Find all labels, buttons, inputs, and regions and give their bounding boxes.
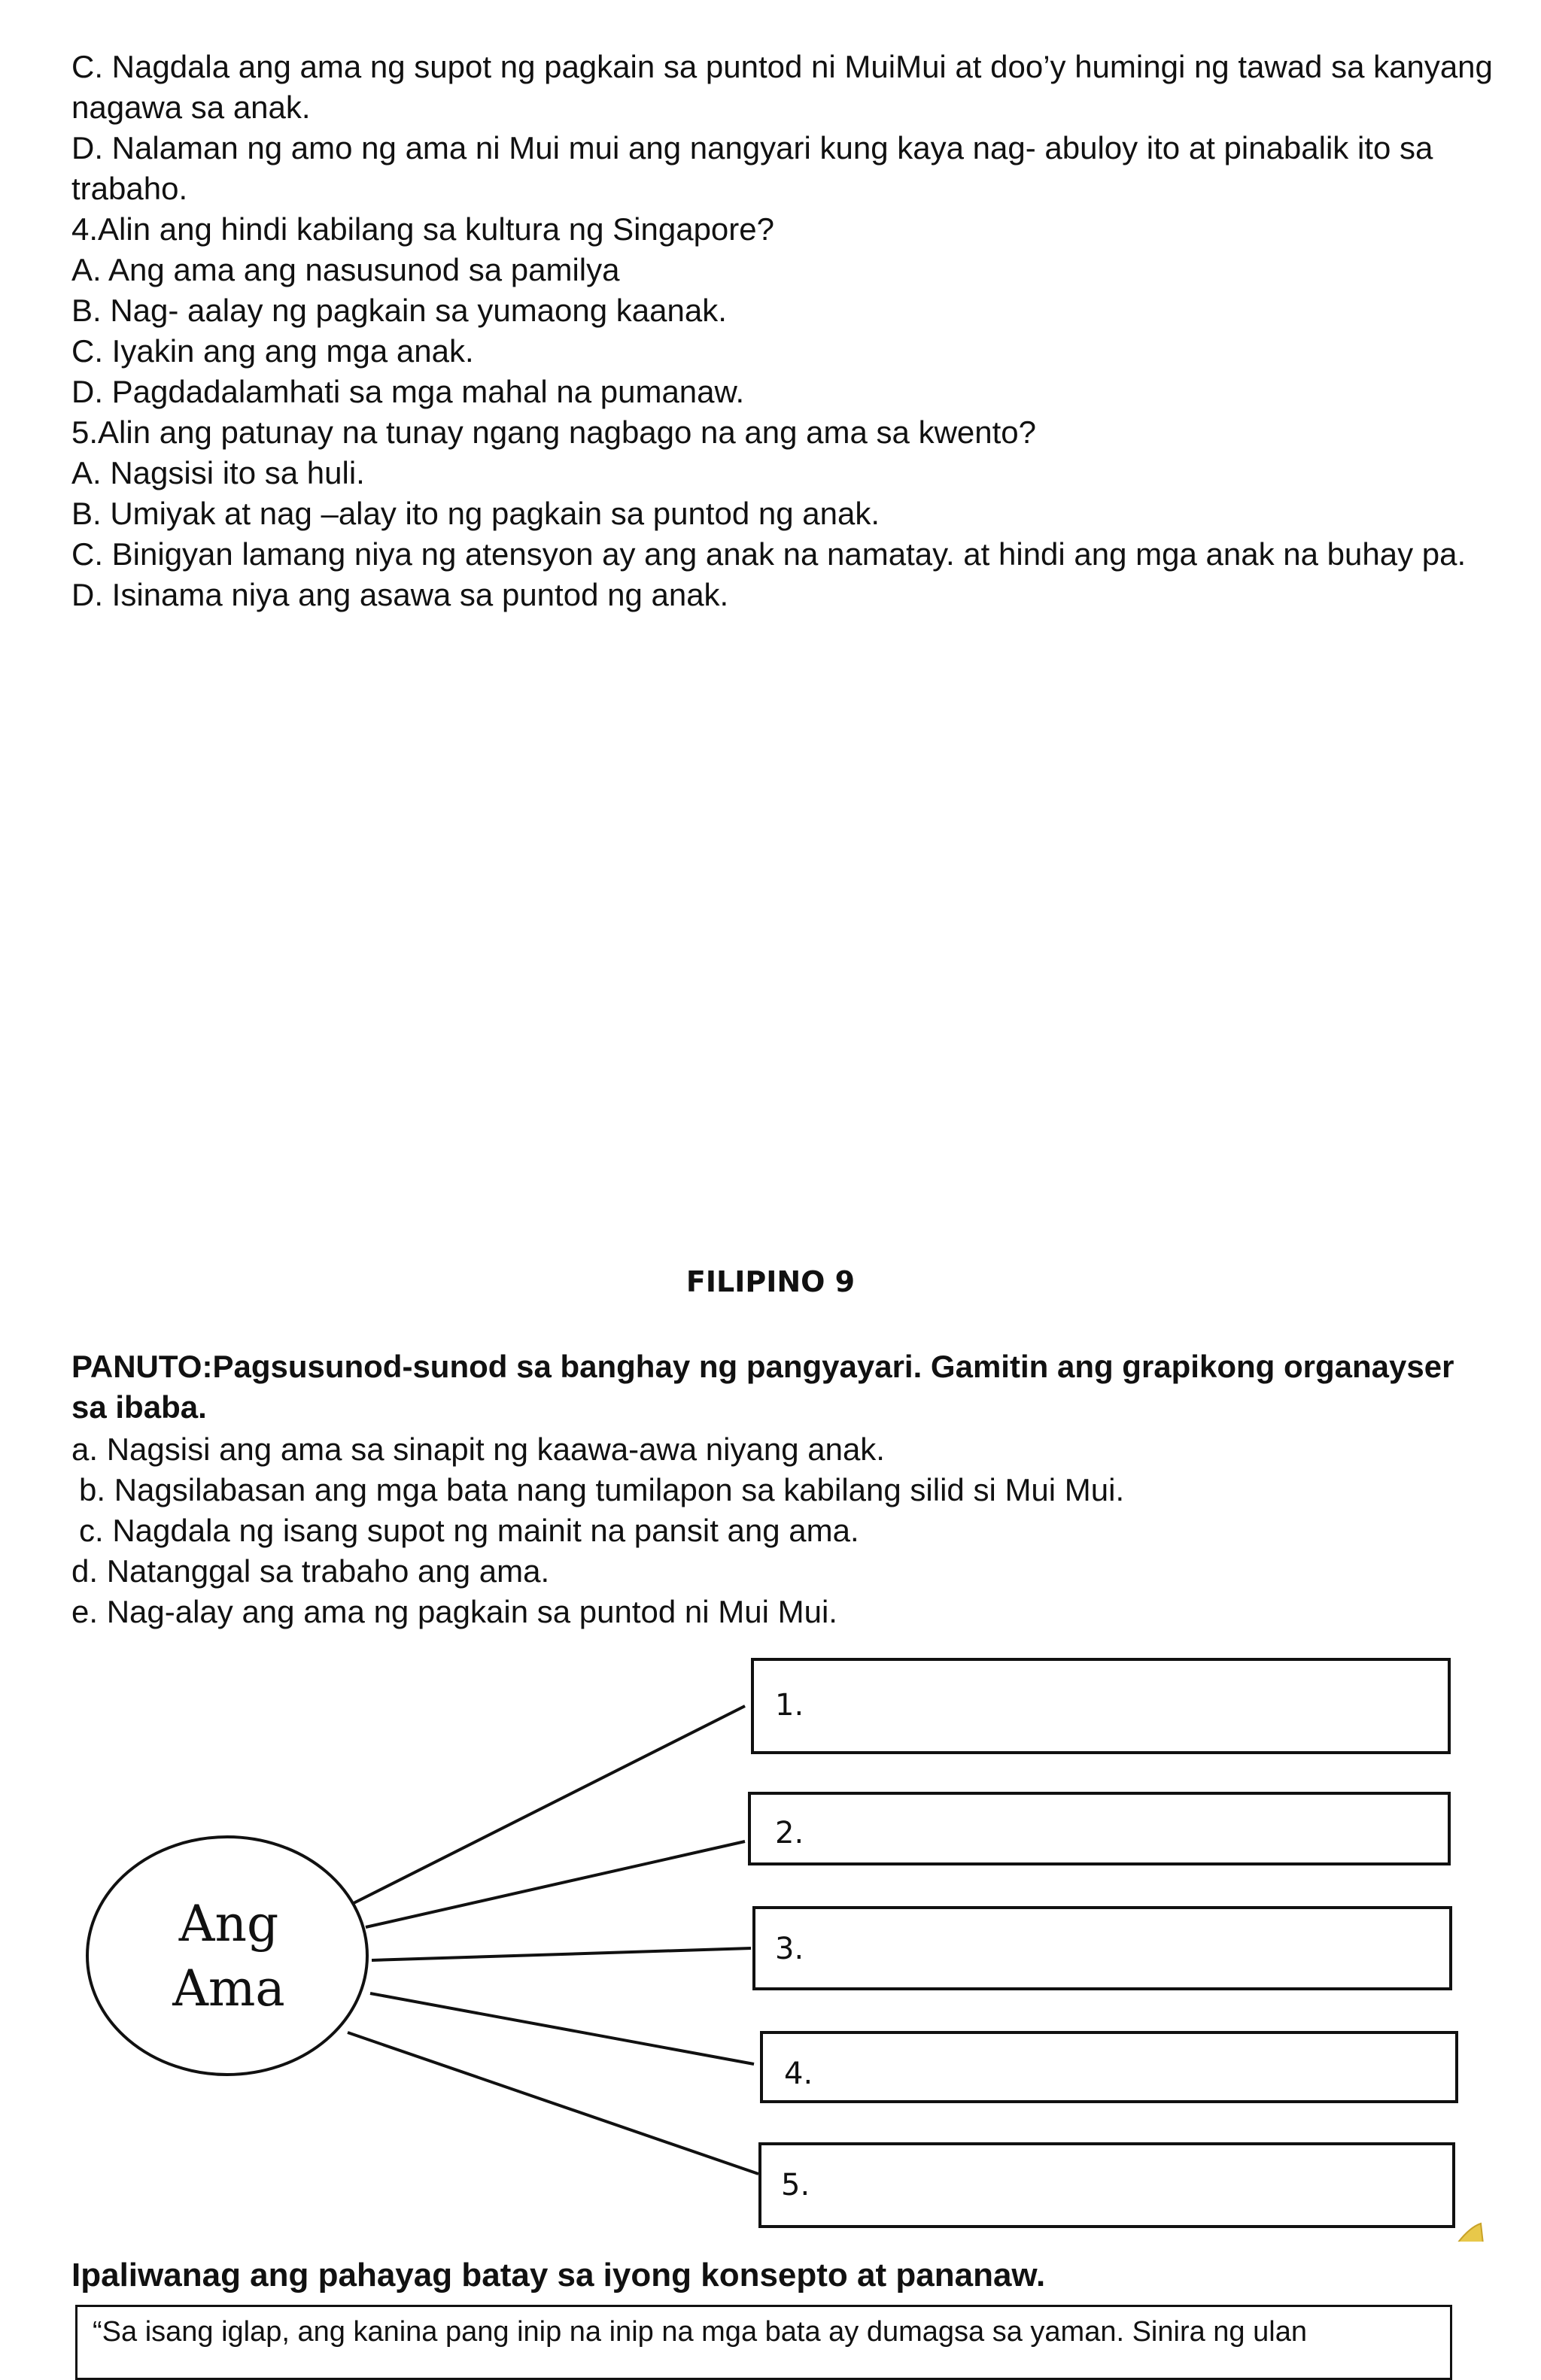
answer-box-5-label: 5. (781, 2168, 810, 2202)
option-4c: C. Iyakin ang ang mga anak. (71, 333, 474, 369)
center-oval (87, 1837, 367, 2075)
question-4-prompt: 4.Alin ang hindi kabilang sa kultura ng Singapore? (71, 211, 774, 247)
option-3c: C. Nagdala ang ama ng supot ng pagkain sa puntod ni MuiMui at doo’y humingi ng tawad sa kanyang nagawa sa anak. (71, 49, 1493, 125)
answer-box-3[interactable] (754, 1908, 1451, 1989)
event-a: a. Nagsisi ang ama sa sinapit ng kaawa-awa niyang anak. (71, 1431, 885, 1467)
option-5d: D. Isinama niya ang asawa sa puntod ng anak. (71, 577, 729, 612)
question-5-prompt: 5.Alin ang patunay na tunay ngang nagbago na ang ama sa kwento? (71, 414, 1037, 450)
option-3d: D. Nalaman ng amo ng ama ni Mui mui ang nangyari kung kaya nag- abuloy ito at pinabalik ito sa trabaho. (71, 130, 1433, 206)
option-5a: A. Nagsisi ito sa huli. (71, 455, 365, 490)
event-c: c. Nagdala ng isang supot ng mainit na pansit ang ama. (79, 1513, 859, 1548)
center-label-line1: Ang (178, 1895, 279, 1953)
answer-box-2-label: 2. (775, 1816, 804, 1850)
section-title: FILIPINO 9 (685, 1265, 856, 1298)
option-4a: A. Ang ama ang nasusunod sa pamilya (71, 252, 620, 287)
instructions: PANUTO:Pagsusunod-sunod sa banghay ng pangyayari. Gamitin ang grapikong organayser sa ibaba. (71, 1349, 1454, 1425)
answer-box-3-label: 3. (775, 1932, 804, 1966)
connector-line-1 (354, 1706, 745, 1903)
question-4 (71, 209, 1501, 412)
event-b: b. Nagsilabasan ang mga bata nang tumilapon sa kabilang silid si Mui Mui. (79, 1472, 1125, 1507)
event-list (71, 1429, 1463, 1632)
answer-box-4[interactable] (761, 2032, 1457, 2102)
connector-line-3 (372, 1948, 751, 1960)
option-5c: C. Binigyan lamang niya ng atensyon ay ang anak na namatay. at hindi ang mga anak na buhay pa. (71, 536, 1467, 572)
connector-line-2 (366, 1841, 745, 1927)
explain-heading: Ipaliwanag ang pahayag batay sa iyong konsepto at pananaw. (71, 2257, 1046, 2293)
answer-box-2[interactable] (749, 1793, 1449, 1864)
option-5b: B. Umiyak at nag –alay ito ng pagkain sa puntod ng anak. (71, 496, 880, 531)
option-4d: D. Pagdadalamhati sa mga mahal na pumanaw. (71, 374, 745, 409)
corner-tab-icon (1452, 2224, 1484, 2242)
quote-box (75, 2305, 1452, 2380)
connector-line-4 (370, 1993, 754, 2064)
question-3-continued-options (71, 47, 1501, 209)
option-4b: B. Nag- aalay ng pagkain sa yumaong kaanak. (71, 293, 727, 328)
answer-box-1[interactable] (752, 1659, 1449, 1753)
graphic-organizer (0, 1640, 1541, 2242)
event-e: e. Nag-alay ang ama ng pagkain sa puntod ni Mui Mui. (71, 1594, 837, 1629)
answer-box-5[interactable] (760, 2144, 1454, 2227)
quote-text: “Sa isang iglap, ang kanina pang inip na inip na mga bata ay dumagsa sa yaman. Sinira ng ulan (93, 2316, 1307, 2348)
question-5 (71, 412, 1501, 615)
event-d: d. Natanggal sa trabaho ang ama. (71, 1553, 550, 1589)
center-label-line2: Ama (172, 1960, 285, 2017)
answer-box-4-label: 4. (784, 2057, 813, 2091)
answer-box-1-label: 1. (775, 1688, 804, 1723)
